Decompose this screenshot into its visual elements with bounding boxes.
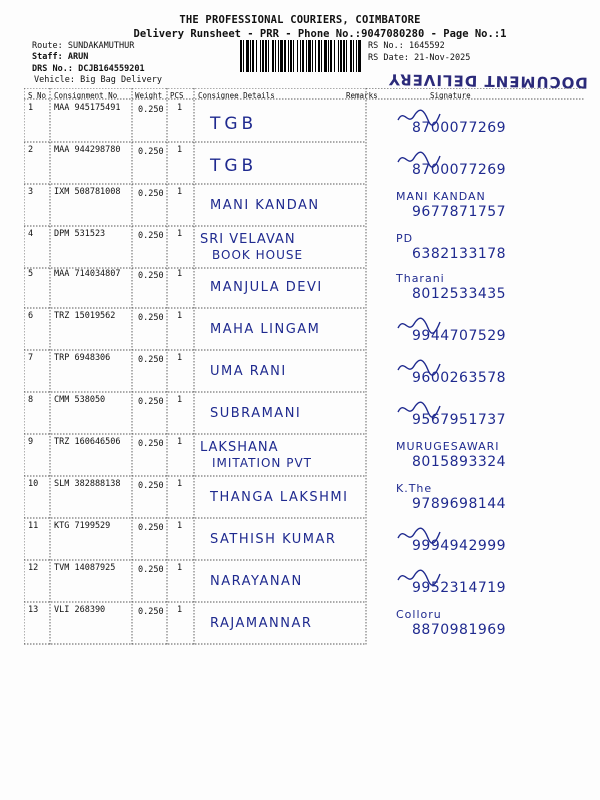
consignee-line-2: BOOK HOUSE (212, 248, 304, 262)
row-pieces: 1 (177, 229, 183, 239)
rs-date-value: 21-Nov-2025 (414, 53, 471, 63)
row-phone-number: 9994942999 (412, 538, 507, 554)
barcode-bar (300, 40, 301, 72)
row-receiver-name: MANI KANDAN (396, 190, 486, 203)
staff-label: Staff: (32, 52, 63, 62)
barcode-bar (252, 40, 254, 72)
row-weight: 0.250 (138, 439, 164, 449)
company-title: THE PROFESSIONAL COURIERS, COIMBATORE (179, 14, 421, 26)
route-line (32, 41, 134, 51)
barcode-bar (315, 40, 316, 72)
row-pieces: 1 (177, 563, 183, 573)
barcode (240, 40, 362, 72)
row-consignment-number: MAA 945175491 (54, 103, 121, 113)
staff-value: ARUN (67, 52, 89, 62)
rs-date-label: RS Date: (368, 53, 409, 63)
row-pieces: 1 (177, 187, 183, 197)
row-pieces: 1 (177, 395, 183, 405)
row-serial-number: 11 (28, 521, 39, 531)
row-phone-number: 8700077269 (412, 162, 507, 178)
row-weight: 0.250 (138, 105, 164, 115)
row-serial-number: 12 (28, 563, 39, 573)
row-consignment-number: TRZ 15019562 (54, 311, 116, 321)
barcode-bar (328, 40, 329, 72)
rs-number-line (368, 41, 445, 51)
row-phone-number: 9677871757 (412, 204, 507, 220)
barcode-bar (280, 40, 283, 72)
row-pieces: 1 (177, 353, 183, 363)
row-consignment-number: DPM 531523 (54, 229, 106, 239)
barcode-bar (256, 40, 257, 72)
row-serial-number: 3 (28, 187, 34, 197)
row-weight: 0.250 (138, 565, 164, 575)
barcode-bar (350, 40, 352, 72)
barcode-bar (278, 40, 279, 72)
barcode-bar (288, 40, 289, 72)
barcode-bar (318, 40, 320, 72)
row-weight: 0.250 (138, 271, 164, 281)
row-weight: 0.250 (138, 523, 164, 533)
row-consignment-number: MAA 714034807 (54, 269, 121, 279)
row-pieces: 1 (177, 479, 183, 489)
row-pieces: 1 (177, 269, 183, 279)
staff-line (32, 52, 88, 62)
row-pieces: 1 (177, 103, 183, 113)
row-consignee-name: SATHISH KUMAR (210, 532, 337, 547)
row-serial-number: 6 (28, 311, 34, 321)
col-pcs: PCS (170, 91, 184, 100)
barcode-bar (306, 40, 307, 72)
row-phone-number: 9789698144 (412, 496, 507, 512)
rs-value: 1645592 (408, 41, 445, 51)
row-weight: 0.250 (138, 607, 164, 617)
row-serial-number: 1 (28, 103, 34, 113)
barcode-bar (284, 40, 286, 72)
row-consignee-name: THANGA LAKSHMI (210, 490, 349, 505)
barcode-bar (265, 40, 267, 72)
col-weight: Weight (135, 91, 163, 100)
row-consignment-number: CMM 538050 (54, 395, 106, 405)
barcode-bar (358, 40, 361, 72)
col-consignee: Consignee Details (198, 91, 275, 100)
row-phone-number: 9944707529 (412, 328, 507, 344)
row-weight: 0.250 (138, 189, 164, 199)
row-phone-number: 9600263578 (412, 370, 507, 386)
barcode-bar (338, 40, 339, 72)
row-consignment-number: SLM 382888138 (54, 479, 121, 489)
row-pieces: 1 (177, 437, 183, 447)
row-pieces: 1 (177, 605, 183, 615)
barcode-bar (290, 40, 292, 72)
row-phone-number: 8870981969 (412, 622, 507, 638)
barcode-bar (243, 40, 244, 72)
row-serial-number: 5 (28, 269, 34, 279)
col-sno: S No (28, 91, 47, 100)
runsheet-subtitle: Delivery Runsheet - PRR - Phone No.:9047080280 - Page No.:1 (133, 28, 507, 40)
row-serial-number: 9 (28, 437, 34, 447)
row-phone-number: 8015893324 (412, 454, 507, 470)
barcode-bar (346, 40, 347, 72)
row-phone-number: 8012533435 (412, 286, 507, 302)
row-consignee-name: RAJAMANNAR (210, 616, 313, 631)
consignee-line-1: LAKSHANA (200, 440, 279, 455)
row-serial-number: 4 (28, 229, 34, 239)
row-consignment-number: TRP 6948306 (54, 353, 111, 363)
row-consignee-name: MANI KANDAN (210, 198, 320, 213)
row-weight: 0.250 (138, 397, 164, 407)
consignee-line-2: IMITATION PVT (212, 456, 312, 470)
row-receiver-name: Colloru (396, 608, 442, 621)
drs-label: DRS No.: (32, 64, 73, 74)
barcode-bar (343, 40, 345, 72)
row-phone-number: 9567951737 (412, 412, 507, 428)
row-phone-number: 8700077269 (412, 120, 507, 136)
row-phone-number: 6382133178 (412, 246, 507, 262)
route-label: Route: (32, 41, 63, 51)
row-weight: 0.250 (138, 481, 164, 491)
drs-line (32, 64, 145, 74)
barcode-bar (268, 40, 269, 72)
route-value: SUNDAKAMUTHUR (67, 41, 135, 51)
row-consignment-number: TRZ 160646506 (54, 437, 121, 447)
row-consignee-name: UMA RANI (210, 364, 287, 379)
row-receiver-name: MURUGESAWARI (396, 440, 500, 453)
row-weight: 0.250 (138, 231, 164, 241)
row-consignee-name: MAHA LINGAM (210, 322, 321, 337)
barcode-bar (260, 40, 261, 72)
row-serial-number: 10 (28, 479, 39, 489)
row-weight: 0.250 (138, 355, 164, 365)
row-consignment-number: IXM 508781008 (54, 187, 121, 197)
vehicle-value: Big Bag Delivery (80, 75, 162, 85)
row-weight: 0.250 (138, 147, 164, 157)
row-serial-number: 7 (28, 353, 34, 363)
barcode-bar (240, 40, 242, 72)
row-consignee-name: SUBRAMANI (210, 406, 302, 421)
barcode-bar (312, 40, 313, 72)
consignee-line-1: SRI VELAVAN (200, 232, 296, 247)
vehicle-label: Vehicle: (34, 75, 75, 85)
row-consignment-number: TVM 14087925 (54, 563, 116, 573)
row-receiver-name: Tharani (396, 272, 445, 285)
vehicle-line (34, 75, 162, 85)
col-signature: Signature (430, 91, 471, 100)
barcode-bar (308, 40, 311, 72)
row-serial-number: 13 (28, 605, 39, 615)
col-remarks: Remarks (346, 91, 378, 100)
barcode-bar (293, 40, 294, 72)
row-consignee-name: MANJULA DEVI (210, 280, 323, 295)
barcode-bar (262, 40, 264, 72)
barcode-bar (330, 40, 332, 72)
barcode-bar (275, 40, 276, 72)
barcode-bar (250, 40, 251, 72)
row-consignee-name: TGB (210, 114, 258, 134)
barcode-bar (356, 40, 357, 72)
barcode-bar (321, 40, 322, 72)
row-weight: 0.250 (138, 313, 164, 323)
barcode-bar (334, 40, 335, 72)
row-pieces: 1 (177, 521, 183, 531)
row-pieces: 1 (177, 145, 183, 155)
barcode-bar (324, 40, 327, 72)
barcode-bar (297, 40, 298, 72)
row-consignee-name: TGB (210, 156, 258, 176)
col-consignment: Consignment No (54, 91, 118, 100)
row-consignee-name: NARAYANAN (210, 574, 303, 589)
barcode-bar (353, 40, 354, 72)
row-serial-number: 8 (28, 395, 34, 405)
row-serial-number: 2 (28, 145, 34, 155)
row-receiver-name: PD (396, 232, 414, 245)
document-delivery-stamp: DOCUMENT DELIVERY (387, 70, 589, 92)
row-consignment-number: KTG 7199529 (54, 521, 111, 531)
barcode-bar (340, 40, 342, 72)
row-pieces: 1 (177, 311, 183, 321)
rs-date-line (368, 53, 470, 63)
rs-label: RS No.: (368, 41, 404, 51)
drs-value: DCJB164559201 (78, 64, 145, 74)
row-consignment-number: MAA 944298780 (54, 145, 121, 155)
barcode-bar (302, 40, 304, 72)
row-consignment-number: VLI 268390 (54, 605, 106, 615)
row-receiver-name: K.The (396, 482, 433, 495)
barcode-bar (246, 40, 249, 72)
row-phone-number: 9952314719 (412, 580, 507, 596)
barcode-bar (272, 40, 274, 72)
